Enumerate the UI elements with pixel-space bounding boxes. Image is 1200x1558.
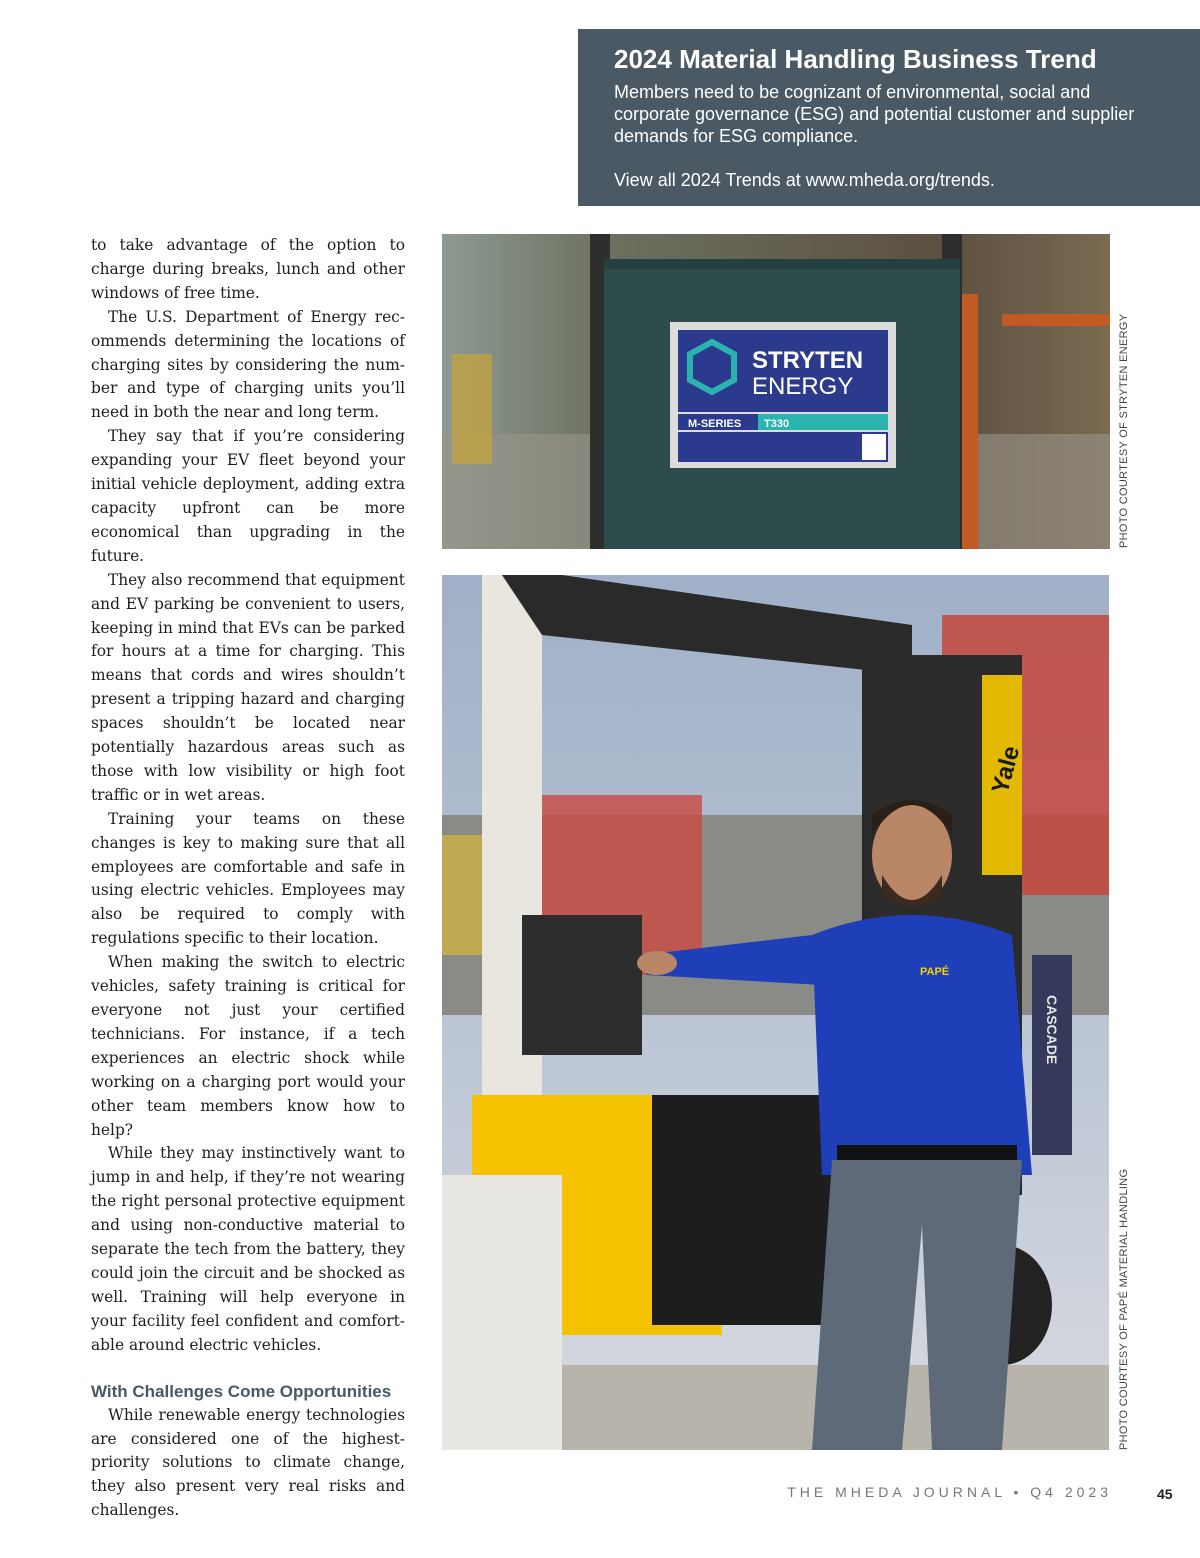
mast-brand: Yale — [986, 743, 1026, 797]
series-label: M-SERIES — [688, 418, 742, 430]
shirt-logo: PAPÉ — [920, 966, 950, 978]
journal-footer: THE MHEDA JOURNAL • Q4 2023 — [787, 1484, 1112, 1500]
trend-link[interactable]: View all 2024 Trends at www.mheda.org/trends. — [614, 170, 995, 190]
paragraph: They say that if you’re considering expanding your EV fleet beyond your initial vehicle deployment, adding extra capacity upfront can be more economical than upgrading in the future. — [91, 427, 405, 565]
paragraph: When making the switch to electric vehicles, safety training is critical for everyone not just your certified technicians. For instance, if a tech experiences an electric shock while working on a charging port would your other team members know how to help? — [91, 953, 405, 1139]
trend-title: 2024 Material Handling Business Trend — [614, 44, 1097, 74]
paragraph: to take advantage of the option to charge during breaks, lunch and other windows of free time. — [91, 236, 405, 302]
paragraph: The U.S. Department of Energy recommends determining the locations of charging sites by considering the number and type of charging units you’ll need in both the near and long term. — [91, 307, 405, 422]
brand-line-2: ENERGY — [752, 373, 854, 400]
battery-photo — [442, 234, 1110, 549]
paragraph: While renewable energy technologies are considered one of the highest-priority solutions to climate change, they also present very real risks and challenges. — [91, 1405, 405, 1520]
forklift-illustration — [442, 575, 1109, 1450]
forklift-photo — [442, 575, 1109, 1450]
carriage-brand: CASCADE — [1044, 995, 1060, 1065]
battery-illustration — [442, 234, 1110, 549]
photo-credit: PHOTO COURTESY OF PAPÉ MATERIAL HANDLING — [1118, 1168, 1130, 1450]
model-label: T330 — [764, 418, 790, 430]
brand-line-1: STRYTEN — [752, 347, 864, 374]
page-number: 45 — [1157, 1486, 1173, 1502]
paragraph: They also recommend that equipment and EV parking be convenient to users, keeping in mind that EVs can be parked for hours at a time for charging. This means that cords and wires shouldn’t present a tripping hazard and charging spaces shouldn’t be located near potentially hazardous areas such as those with low visibility or high foot traffic or in wet areas. — [91, 570, 405, 804]
paragraph: While they may instinctively want to jump in and help, if they’re not wearing the right personal protective equipment and using non-conductive material to separate the tech from the battery, they could join the circuit and be shocked as well. Training will help everyone in your facility feel confident and comfortable around electric vehicles. — [91, 1144, 405, 1354]
section-heading: With Challenges Come Opportunities — [91, 1381, 392, 1401]
trend-callout-box — [578, 29, 1200, 206]
paragraph: Training your teams on these changes is key to making sure that all employees are comfortable and safe in using electric vehicles. Employees may also be required to comply with regulations specific to their location. — [91, 809, 405, 948]
article-column — [91, 234, 405, 1523]
photo-credit: PHOTO COURTESY OF STRYTEN ENERGY — [1118, 313, 1130, 548]
trend-body: Members need to be cognizant of environmental, social and corporate governance (ESG) and potential customer and supplier demands for ESG compliance. — [614, 82, 1135, 146]
